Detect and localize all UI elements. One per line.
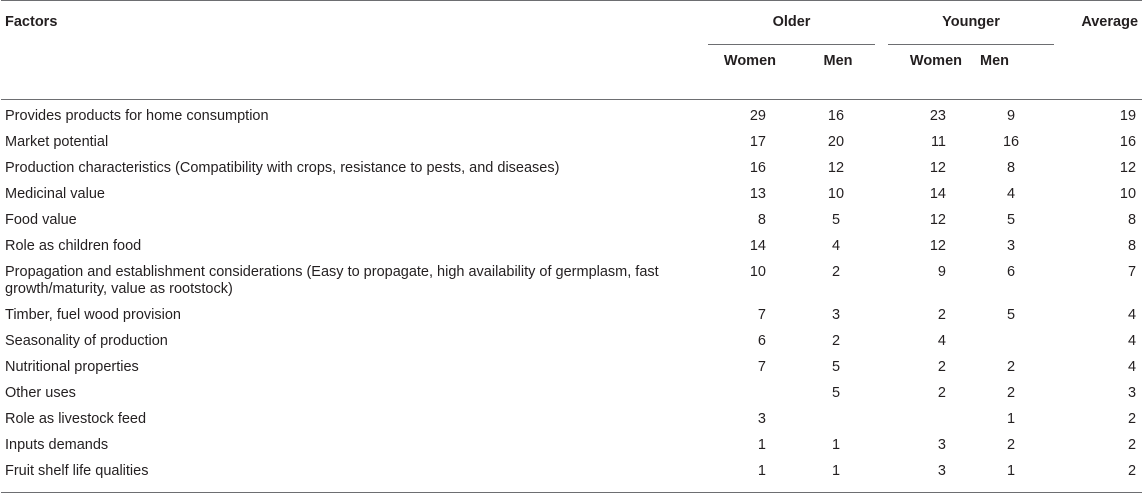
cell-older-men: 2 [831, 333, 841, 349]
table-row [1, 156, 1142, 182]
cell-average: 2 [1127, 437, 1137, 453]
row-factor: Other uses [5, 385, 76, 401]
row-factor: Inputs demands [5, 437, 109, 453]
cell-older-men: 16 [827, 108, 845, 124]
cell-younger-women: 3 [937, 437, 946, 453]
cell-older-women: 8 [757, 212, 766, 228]
table-row [1, 329, 1142, 355]
header-younger-group [884, 1, 1054, 52]
table-row [1, 433, 1142, 459]
table-row [1, 303, 1142, 329]
header-younger-men: Men [980, 53, 1009, 69]
cell-younger-women: 14 [929, 186, 946, 202]
cell-older-men: 5 [831, 359, 841, 375]
cell-older-men [792, 407, 884, 433]
header-younger-women: Women [909, 53, 962, 69]
cell-older-women: 29 [749, 108, 766, 124]
cell-average: 8 [1127, 238, 1137, 254]
cell-younger-women: 12 [929, 160, 946, 176]
cell-older-men: 1 [831, 437, 841, 453]
cell-average: 4 [1127, 307, 1137, 323]
table-row [1, 407, 1142, 433]
row-factor: Propagation and establishment considerations (Easy to propagate, high availability of germplasm, fast growth/maturity, value as rootstock) [5, 264, 659, 297]
row-factor: Timber, fuel wood provision [5, 307, 181, 323]
cell-older-men: 1 [792, 459, 884, 493]
cell-older-women: 6 [757, 333, 766, 349]
header-average: Average [1054, 1, 1142, 100]
row-factor: Fruit shelf life qualities [1, 459, 703, 493]
cell-older-women: 14 [749, 238, 766, 254]
table-row [1, 355, 1142, 381]
row-factor: Market potential [5, 134, 109, 150]
cell-younger-women [884, 407, 976, 433]
cell-older-men: 3 [831, 307, 841, 323]
cell-older-women [703, 381, 792, 407]
table-row [1, 459, 1142, 493]
row-factor: Role as livestock feed [5, 411, 147, 427]
cell-older-women: 16 [749, 160, 766, 176]
cell-older-women: 13 [749, 186, 766, 202]
header-older-men: Men [823, 53, 853, 69]
table-row [1, 208, 1142, 234]
cell-average: 10 [1119, 186, 1137, 202]
cell-younger-men: 6 [1006, 264, 1016, 280]
table-row [1, 260, 1142, 303]
cell-average: 2 [1054, 459, 1142, 493]
cell-older-women: 17 [749, 134, 766, 150]
header-younger: Younger [888, 14, 1054, 45]
cell-younger-women: 2 [937, 359, 946, 375]
cell-average: 12 [1119, 160, 1137, 176]
cell-younger-women: 23 [929, 108, 946, 124]
cell-average: 19 [1119, 108, 1137, 124]
cell-younger-women: 2 [937, 385, 946, 401]
header-older-women: Women [723, 53, 776, 69]
cell-younger-women: 9 [937, 264, 946, 280]
table-body [1, 100, 1142, 493]
table-header [1, 1, 1142, 100]
cell-younger-women: 12 [929, 212, 946, 228]
table-row [1, 234, 1142, 260]
cell-younger-women: 3 [884, 459, 976, 493]
factors-table [1, 0, 1142, 493]
cell-older-men: 5 [831, 212, 841, 228]
cell-older-women: 7 [757, 307, 766, 323]
cell-older-men: 20 [827, 134, 845, 150]
cell-older-women: 3 [757, 411, 766, 427]
row-factor: Nutritional properties [5, 359, 139, 375]
cell-older-men: 5 [831, 385, 841, 401]
cell-younger-men: 1 [1006, 411, 1016, 427]
cell-average: 2 [1127, 411, 1137, 427]
row-factor: Seasonality of production [5, 333, 168, 349]
table-row [1, 130, 1142, 156]
header-factors: Factors [1, 1, 703, 100]
cell-average: 8 [1127, 212, 1137, 228]
cell-younger-men: 4 [1006, 186, 1016, 202]
cell-younger-men: 1 [976, 459, 1054, 493]
cell-younger-men: 16 [1002, 134, 1020, 150]
cell-younger-men [976, 329, 1054, 355]
cell-younger-women: 2 [937, 307, 946, 323]
header-older-group [703, 1, 884, 52]
table-row [1, 381, 1142, 407]
cell-younger-men: 5 [1006, 212, 1016, 228]
table-row [1, 100, 1142, 130]
row-factor: Production characteristics (Compatibility with crops, resistance to pests, and diseases) [5, 160, 560, 176]
row-factor: Role as children food [5, 238, 142, 254]
cell-older-women: 7 [757, 359, 766, 375]
cell-average: 7 [1127, 264, 1137, 280]
cell-younger-men: 5 [1006, 307, 1016, 323]
cell-younger-women: 4 [937, 333, 946, 349]
row-factor: Provides products for home consumption [5, 108, 269, 124]
cell-older-men: 12 [827, 160, 845, 176]
cell-older-men: 4 [831, 238, 841, 254]
row-factor: Medicinal value [5, 186, 105, 202]
cell-younger-men: 2 [1006, 359, 1016, 375]
cell-average: 16 [1119, 134, 1137, 150]
cell-younger-men: 8 [1006, 160, 1016, 176]
cell-older-men: 2 [831, 264, 841, 280]
cell-younger-men: 9 [1006, 108, 1016, 124]
cell-younger-men: 2 [1006, 437, 1016, 453]
cell-older-men: 10 [827, 186, 845, 202]
cell-older-women: 1 [757, 437, 766, 453]
header-older: Older [708, 14, 875, 45]
cell-average: 4 [1127, 359, 1137, 375]
table-row [1, 182, 1142, 208]
cell-younger-men: 3 [1006, 238, 1016, 254]
cell-older-women: 1 [703, 459, 792, 493]
cell-older-women: 10 [749, 264, 766, 280]
cell-younger-women: 11 [930, 134, 946, 150]
row-factor: Food value [5, 212, 77, 228]
cell-younger-women: 12 [929, 238, 946, 254]
cell-average: 3 [1127, 385, 1137, 401]
cell-average: 4 [1127, 333, 1137, 349]
cell-younger-men: 2 [1006, 385, 1016, 401]
